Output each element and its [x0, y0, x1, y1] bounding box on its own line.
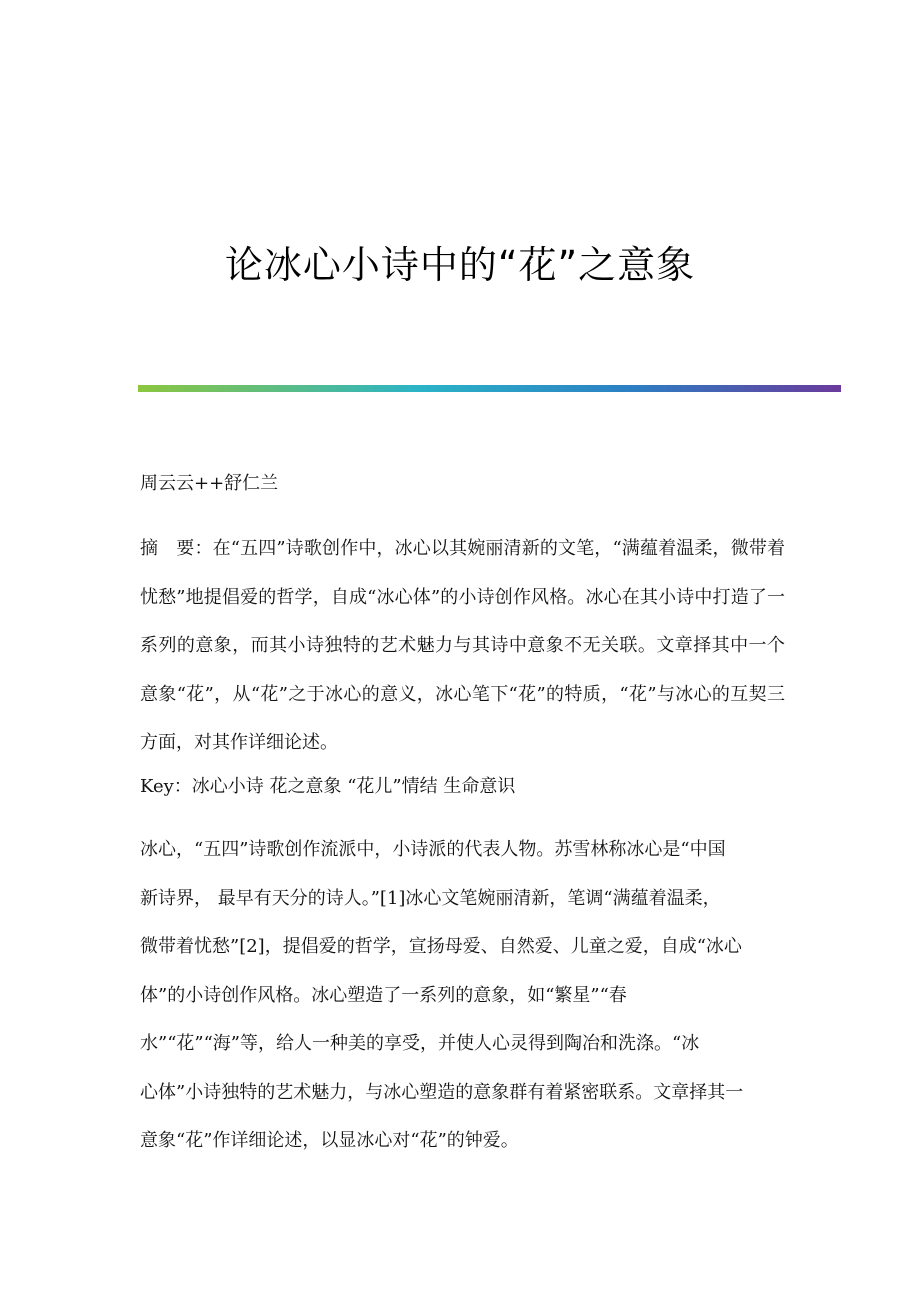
- paragraph-line: 水”“花”“海”等，给人一种美的享受，并使人心灵得到陶冶和洗涤。“冰: [140, 1033, 700, 1054]
- gradient-divider: [138, 385, 841, 392]
- paragraph-line: 新诗界， 最早有天分的诗人。”[1]冰心文笔婉丽清新，笔调“满蕴着温柔，: [140, 887, 721, 909]
- authors: 周云云++舒仁兰: [140, 473, 279, 494]
- paragraph-line: 意象“花”作详细论述，以显冰心对“花”的钟爱。: [140, 1130, 519, 1151]
- paragraph-line: 微带着忧愁”[2]，提倡爱的哲学，宣扬母爱、自然爱、儿童之爱，自成“冰心: [140, 936, 742, 957]
- keywords: Key：冰心小诗 花之意象 “花儿”情结 生命意识: [140, 776, 516, 797]
- paragraph-line: 心体”小诗独特的艺术魅力，与冰心塑造的意象群有着紧密联系。文章择其一: [140, 1081, 744, 1103]
- paragraph-line: 体”的小诗创作风格。冰心塑造了一系列的意象，如“繁星”“春: [140, 984, 627, 1006]
- abstract: 摘 要：在“五四”诗歌创作中，冰心以其婉丽清新的文笔，“满蕴着温柔，微带着忧愁”地提倡爱的哲学，自成“冰心体”的小诗创作风格。冰心在其小诗中打造了一系列的意象，而其小诗独特的艺术魅力与其诗中意象不无关联。文章择其中一个意象“花”，从“花”之于冰心的意义，冰心笔下“花”的特质，“花”与冰心的互契三方面，对其作详细论述。: [140, 538, 785, 753]
- paragraph-line: 冰心，“五四”诗歌创作流派中，小诗派的代表人物。苏雪林称冰心是“中国: [140, 839, 726, 860]
- body-paragraph: [140, 826, 785, 1166]
- document-title: 论冰心小诗中的“花”之意象: [224, 243, 696, 288]
